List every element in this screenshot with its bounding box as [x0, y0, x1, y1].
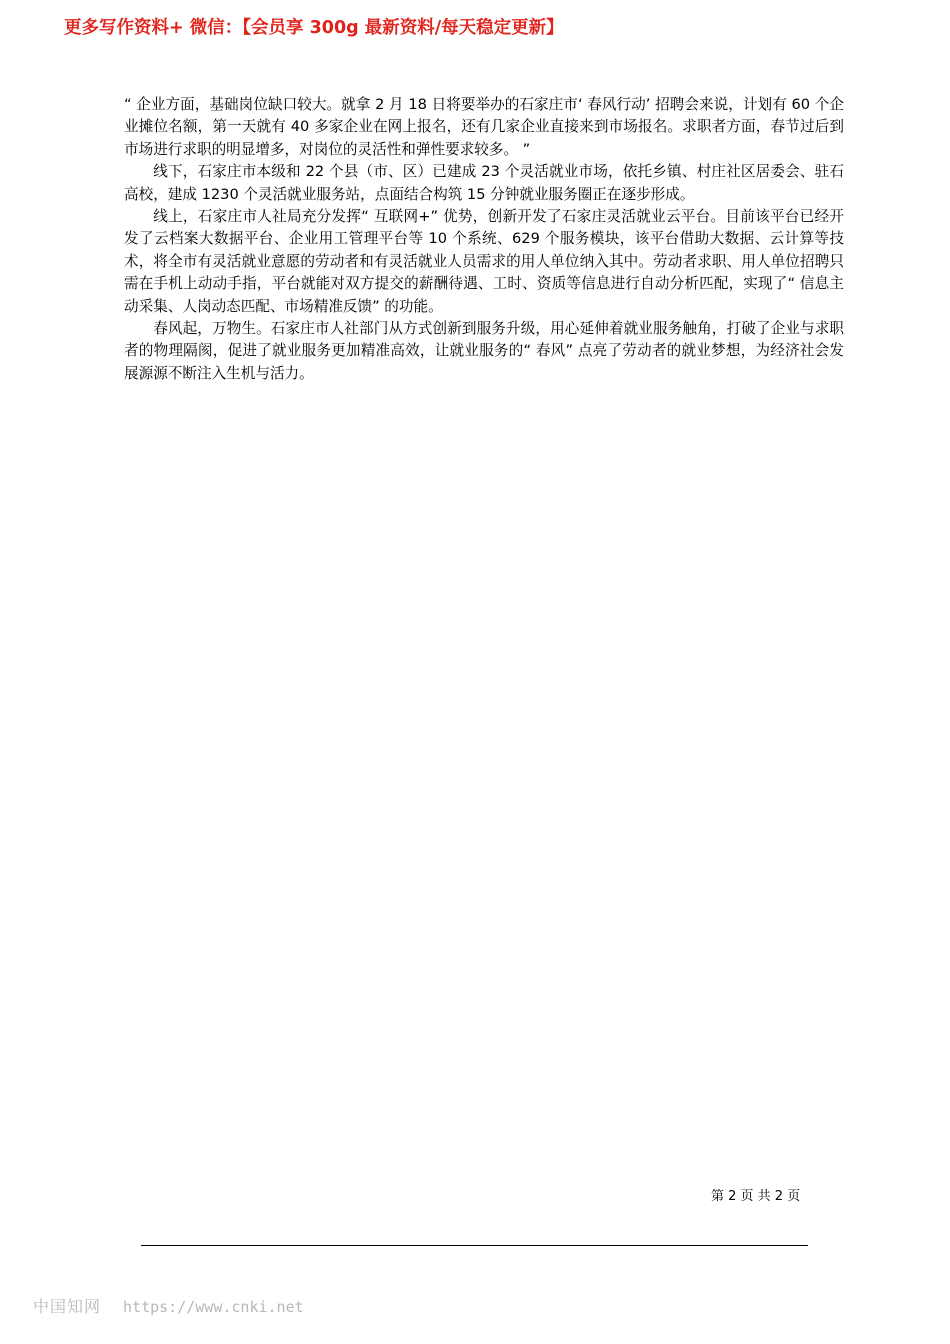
watermark-url: https://www.cnki.net [123, 1298, 304, 1316]
paragraph: 线下，石家庄市本级和 22 个县（市、区）已建成 23 个灵活就业市场，依托乡镇、村庄社区居委会、驻石高校，建成 1230 个灵活就业服务站，点面结合构筑 15 分钟就业服务圈正在逐步形成。 [124, 163, 844, 203]
promo-banner [64, 14, 564, 39]
paragraph: “ 企业方面，基础岗位缺口较大。就拿 2 月 18 日将要举办的石家庄市‘ 春风行动’ 招聘会来说，计划有 60 个企业摊位名额，第一天就有 40 多家企业在网上报名，还有几家企业直接来到市场报名。求职者方面，春节过后到市场进行求职的明显增多，对岗位的灵活性和弹性要求较多。 ” [124, 96, 844, 158]
paragraph: 线上，石家庄市人社局充分发挥“ 互联网+” 优势，创新开发了石家庄灵活就业云平台。目前该平台已经开发了云档案大数据平台、企业用工管理平台等 10 个系统、629 个服务模块，该平台借助大数据、云计算等技术，将全市有灵活就业意愿的劳动者和有灵活就业人员需求的用人单位纳入其中。劳动者求职、用人单位招聘只需在手机上动动手指，平台就能对双方提交的薪酬待遇、工时、资质等信息进行自动分析匹配，实现了“ 信息主动采集、人岗动态匹配、市场精准反馈” 的功能。 [124, 208, 844, 315]
watermark-name: 中国知网 [33, 1297, 102, 1316]
cnki-watermark [33, 1294, 304, 1317]
promo-banner-highlight: 【会员享 300g 最新资料/每天稳定更新】 [242, 18, 564, 38]
paragraph: 春风起，万物生。石家庄市人社部门从方式创新到服务升级，用心延伸着就业服务触角，打破了企业与求职者的物理隔阂，促进了就业服务更加精准高效，让就业服务的“ 春风” 点亮了劳动者的就业梦想，为经济社会发展源源不断注入生机与活力。 [124, 320, 844, 382]
article-body [124, 94, 844, 385]
promo-banner-prefix: 更多写作资料+ 微信： [64, 18, 243, 38]
footer-divider [141, 1245, 808, 1246]
page-number: 第 2 页 共 2 页 [711, 1189, 801, 1204]
